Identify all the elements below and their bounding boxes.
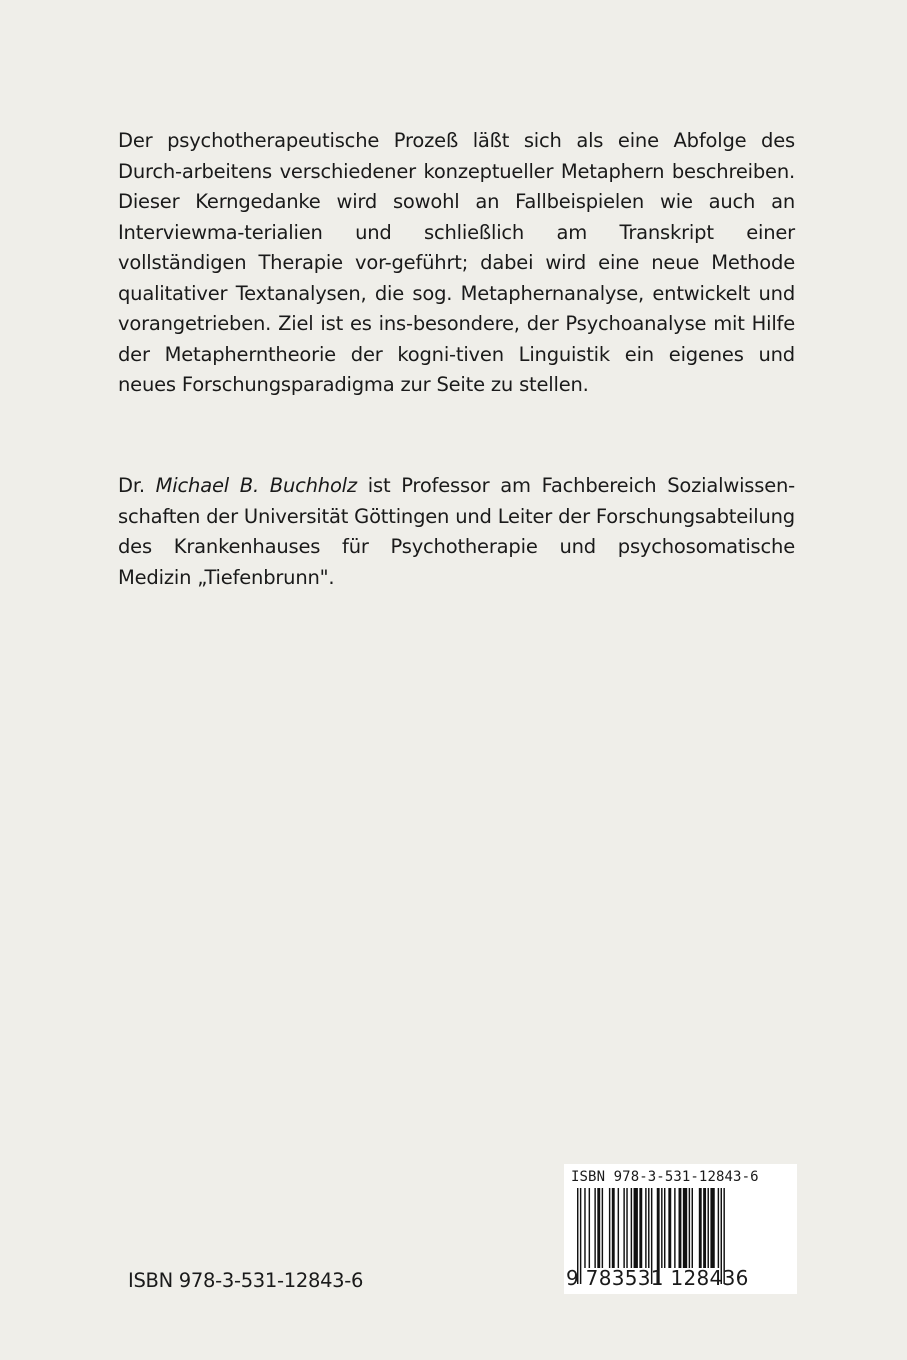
barcode-bar — [597, 1188, 600, 1268]
barcode-digits — [566, 1266, 749, 1290]
barcode-bar — [612, 1188, 615, 1268]
barcode-bar — [708, 1188, 709, 1268]
barcode — [564, 1164, 797, 1294]
barcode-bar — [626, 1188, 627, 1268]
author-bio — [118, 471, 795, 593]
barcode-bar — [710, 1188, 714, 1268]
barcode-bar — [648, 1188, 649, 1268]
summary-text: Der psychotherapeutische Prozeß läßt sich als eine Abfolge des Durch-arbeitens verschiedener konzeptueller Metaphern beschreiben. Dieser Kerngedanke wird sowohl an Fallbeispielen wie auch an Interviewma-terialien und schließlich am Transkript einer vollständigen Therapie vor-geführt; dabei wird eine neue Methode qualitativer Textanalysen, die sog. Metaphernanalyse, entwickelt und vorangetrieben. Ziel ist es ins-besondere, der Psychoanalyse mit Hilfe der Metapherntheorie der kogni-tiven Linguistik ein eigenes und neues Forschungsparadigma zur Seite zu stellen. — [118, 129, 795, 396]
barcode-bar — [623, 1188, 624, 1268]
barcode-bar — [683, 1188, 687, 1268]
barcode-bar — [664, 1188, 665, 1268]
barcode-bar — [602, 1188, 603, 1268]
barcode-bar — [679, 1188, 682, 1268]
barcode-bar — [589, 1188, 590, 1268]
barcode-bar — [718, 1188, 719, 1268]
barcode-bar — [699, 1188, 702, 1268]
barcode-bar — [661, 1188, 662, 1268]
author-prefix: Dr. — [118, 474, 145, 497]
barcode-bar — [703, 1188, 706, 1268]
barcode-bar — [689, 1188, 690, 1268]
barcode-bar — [645, 1188, 646, 1268]
barcode-bar — [594, 1188, 595, 1268]
barcode-bar — [618, 1188, 619, 1268]
barcode-bar — [609, 1188, 610, 1268]
barcode-bar — [639, 1188, 642, 1268]
barcode-bar — [668, 1188, 671, 1268]
barcode-bar — [674, 1188, 675, 1268]
barcode-digits-text: 9 783531 128436 — [566, 1266, 749, 1290]
barcode-bar — [631, 1188, 632, 1268]
barcode-bar — [634, 1188, 638, 1268]
barcode-bar — [692, 1188, 693, 1268]
barcode-isbn-text: ISBN 978-3-531-12843-6 — [571, 1169, 759, 1185]
barcode-bar — [584, 1188, 585, 1268]
isbn-label: ISBN 978-3-531-12843-6 — [128, 1269, 364, 1292]
author-name: Michael B. Buchholz — [155, 474, 357, 497]
book-summary — [118, 126, 795, 401]
author-bio-text: ist Professor am Fachbereich Sozialwissen-schaften der Universität Göttingen und Leiter der Forschungsabteilung des Krankenhauses für Psychotherapie und psychosomatische Medizin „Tiefenbrunn". — [118, 474, 796, 589]
